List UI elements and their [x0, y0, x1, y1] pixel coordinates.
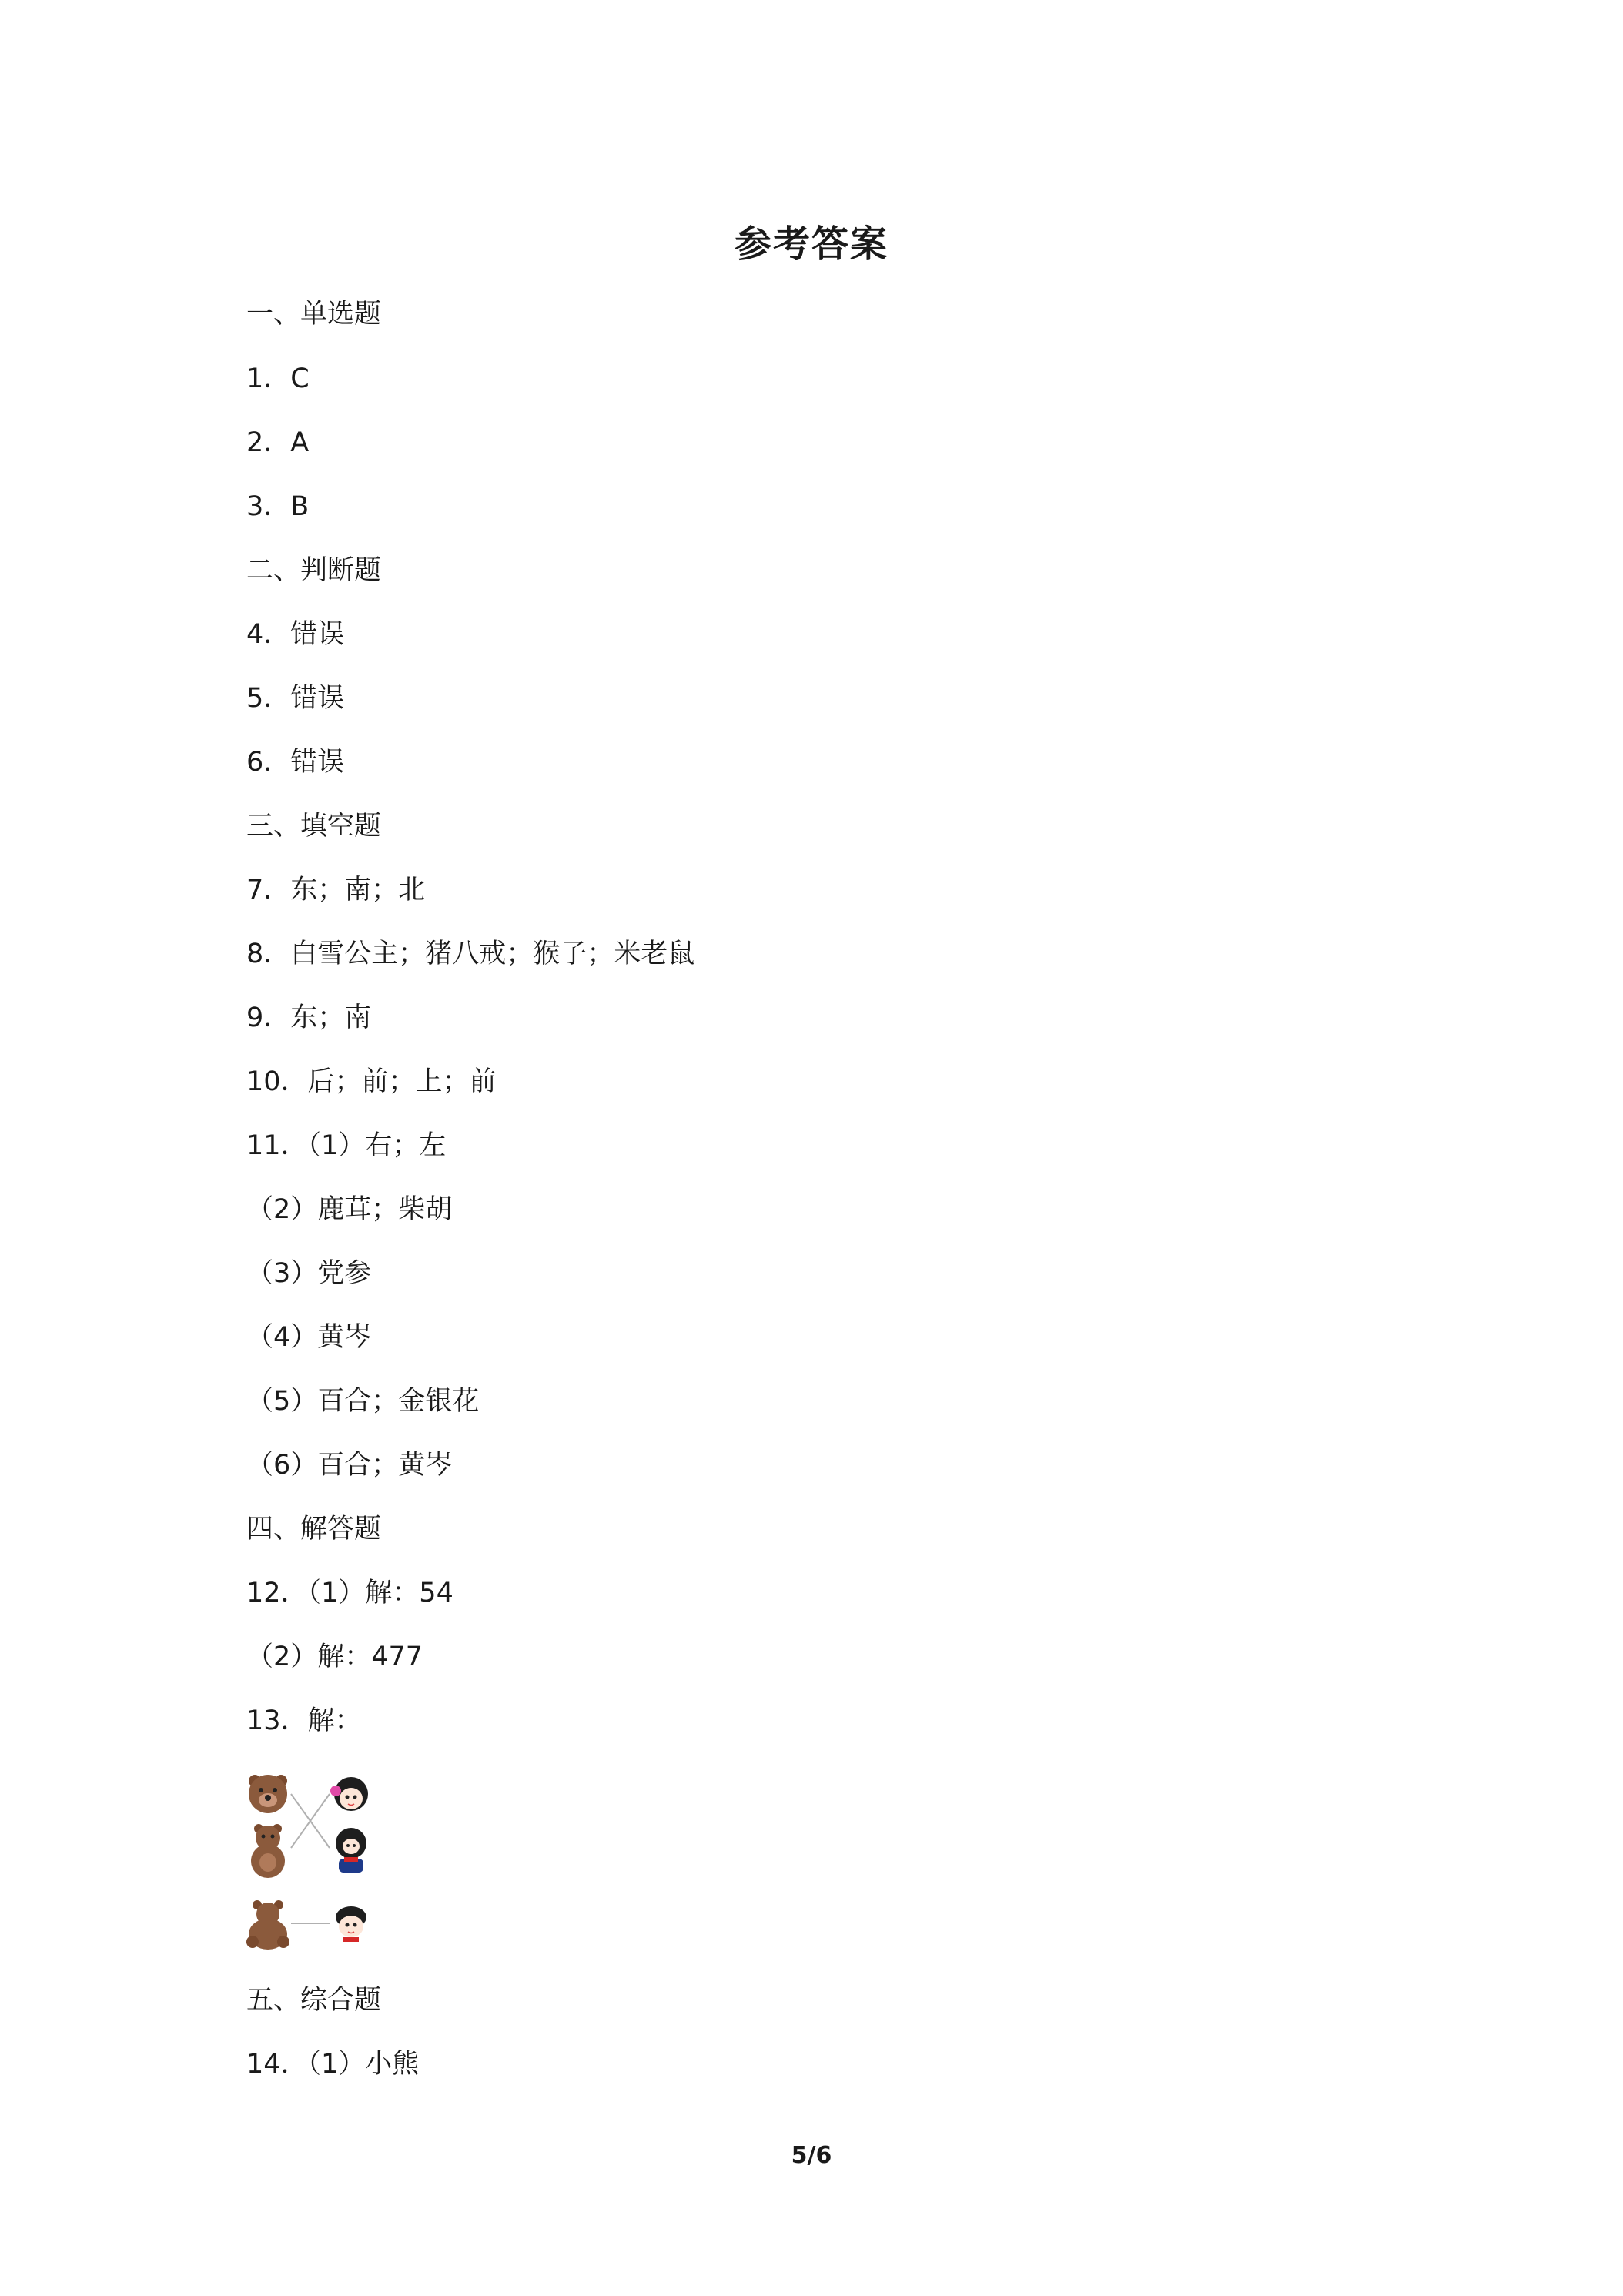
- bear-icon: [251, 1824, 285, 1878]
- answer-11-5: （5）百合；金银花: [246, 1386, 480, 1417]
- answer-12-1: 12．（1）解：54: [246, 1578, 453, 1608]
- girl-icon: [330, 1777, 368, 1811]
- bear-icon: [249, 1775, 287, 1813]
- answer-1: 1．C: [246, 363, 310, 394]
- answer-8: 8．白雪公主；猪八戒；猴子；米老鼠: [246, 939, 695, 969]
- answer-5: 5．错误: [246, 683, 345, 714]
- answer-11-3: （3）党参: [246, 1258, 372, 1289]
- answer-13: 13．解：: [246, 1705, 362, 1736]
- answer-4: 4．错误: [246, 619, 345, 650]
- answer-11-4: （4）黄岑: [246, 1322, 372, 1353]
- answer-11-2: （2）鹿茸；柴胡: [246, 1194, 453, 1225]
- answer-11-6: （6）百合；黄岑: [246, 1450, 453, 1481]
- answer-6: 6．错误: [246, 747, 345, 778]
- answer-10: 10．后；前；上；前: [246, 1066, 497, 1097]
- answer-14-1: 14．（1）小熊: [246, 2049, 420, 2080]
- answer-9: 9．东；南: [246, 1002, 372, 1033]
- answer-11-1: 11．（1）右；左: [246, 1130, 447, 1161]
- section-heading-1: 一、单选题: [246, 299, 382, 330]
- page-number: 5/6: [791, 2142, 832, 2169]
- answer-12-2: （2）解：477: [246, 1642, 423, 1672]
- answer-2: 2．A: [246, 427, 310, 458]
- section-heading-5: 五、综合题: [246, 1985, 382, 2016]
- answer-3: 3．B: [246, 491, 310, 522]
- boy-icon: [336, 1906, 366, 1942]
- section-heading-4: 四、解答题: [246, 1514, 382, 1545]
- page-title: 参考答案: [734, 223, 888, 266]
- answer-7: 7．东；南；北: [246, 875, 426, 905]
- matching-figure: [245, 1763, 383, 1956]
- section-heading-2: 二、判断题: [246, 555, 382, 586]
- section-heading-3: 三、填空题: [246, 811, 382, 842]
- bear-icon: [246, 1900, 289, 1950]
- girl-icon: [336, 1828, 366, 1873]
